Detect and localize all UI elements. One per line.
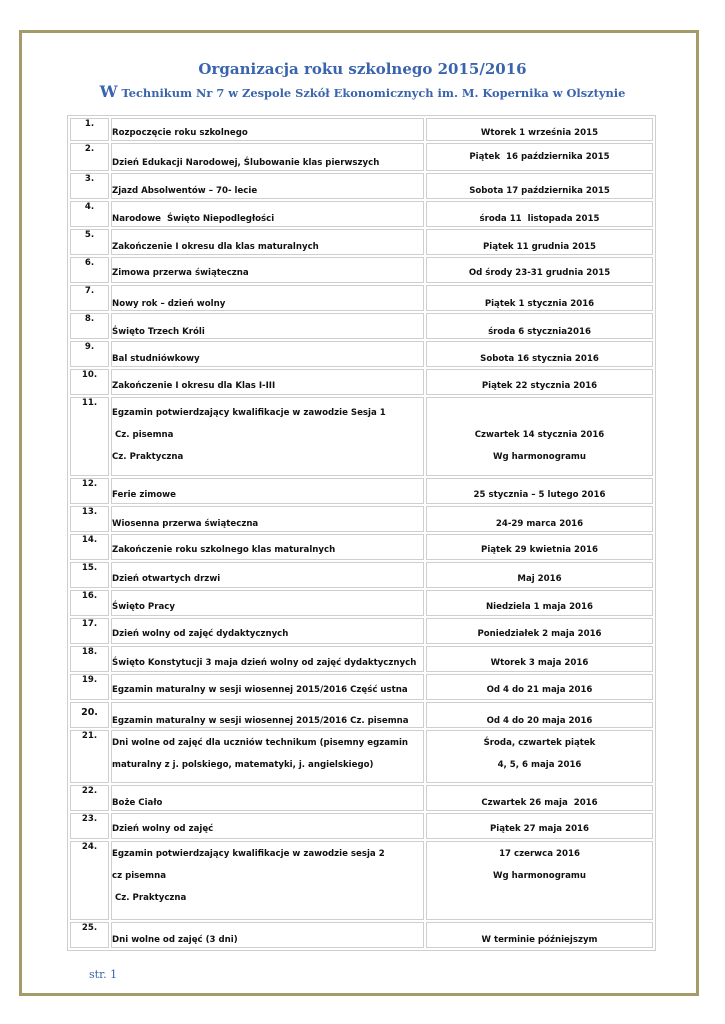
table-row — [70, 257, 653, 283]
date-cell — [426, 674, 653, 700]
table-row — [70, 506, 653, 532]
row-number: 23. — [70, 813, 109, 839]
table-row — [70, 313, 653, 339]
event-cell — [111, 118, 424, 141]
date-cell — [426, 506, 653, 532]
date-text: Od środy 23-31 grudnia 2015 — [468, 268, 611, 278]
date-text: Od 4 do 21 maja 2016 — [486, 685, 593, 695]
event-cell — [111, 506, 424, 532]
event-cell — [111, 397, 424, 476]
event-text: Wiosenna przerwa świąteczna — [112, 519, 259, 529]
date-cell — [426, 369, 653, 395]
table-row — [70, 173, 653, 199]
date-text: Czwartek 26 maja 2016 — [481, 798, 598, 808]
table-row — [70, 118, 653, 141]
event-cell — [111, 922, 424, 948]
date-text: Wg harmonogramu — [493, 452, 586, 462]
date-cell — [426, 397, 653, 476]
event-text: Zimowa przerwa świąteczna — [112, 268, 249, 278]
row-number: 12. — [70, 478, 109, 504]
event-cell — [111, 173, 424, 199]
date-cell — [426, 702, 653, 728]
date-text: 25 stycznia – 5 lutego 2016 — [473, 490, 606, 500]
date-text: Sobota 17 października 2015 — [469, 186, 610, 196]
date-text: Czwartek 14 stycznia 2016 — [474, 430, 605, 440]
event-cell — [111, 285, 424, 311]
date-text: W terminie późniejszym — [481, 935, 598, 945]
row-number: 18. — [70, 646, 109, 672]
page-title: Organizacja roku szkolnego 2015/2016 — [198, 60, 527, 78]
date-cell — [426, 813, 653, 839]
row-number: 6. — [70, 257, 109, 283]
row-number: 3. — [70, 173, 109, 199]
row-number: 9. — [70, 341, 109, 367]
table-row — [70, 369, 653, 395]
event-text: Dni wolne od zajęć (3 dni) — [112, 935, 238, 945]
event-text: Ferie zimowe — [112, 490, 176, 500]
date-cell — [426, 841, 653, 920]
table-row — [70, 562, 653, 588]
event-text: Egzamin potwierdzający kwalifikacje w zawodzie sesja 2 — [112, 849, 385, 859]
table-row — [70, 785, 653, 811]
date-text: Piątek 27 maja 2016 — [489, 824, 590, 834]
event-cell — [111, 369, 424, 395]
event-cell — [111, 143, 424, 171]
table-row — [70, 702, 653, 728]
row-number: 1. — [70, 118, 109, 141]
row-number: 25. — [70, 922, 109, 948]
event-cell — [111, 730, 424, 783]
date-text: Maj 2016 — [517, 574, 562, 584]
event-text: Zakończenie I okresu dla Klas I-III — [112, 381, 276, 391]
event-cell — [111, 201, 424, 227]
event-text: Święto Konstytucji 3 maja dzień wolny od zajęć dydaktycznych — [112, 658, 417, 668]
event-text: Dzień wolny od zajęć dydaktycznych — [112, 629, 289, 639]
row-number: 16. — [70, 590, 109, 616]
row-number: 5. — [70, 229, 109, 255]
row-number: 11. — [70, 397, 109, 476]
date-text: Piątek 1 stycznia 2016 — [484, 299, 595, 309]
event-cell — [111, 534, 424, 560]
row-number: 20. — [70, 702, 109, 728]
date-text: środa 6 stycznia2016 — [488, 327, 591, 337]
page-subtitle — [0, 82, 725, 101]
event-cell — [111, 702, 424, 728]
date-cell — [426, 173, 653, 199]
event-text: Egzamin maturalny w sesji wiosennej 2015/2016 Część ustna — [112, 685, 408, 695]
row-number: 2. — [70, 143, 109, 171]
table-row — [70, 229, 653, 255]
date-text: Wtorek 1 września 2015 — [480, 128, 599, 138]
date-text: Środa, czwartek piątek — [483, 738, 596, 748]
date-cell — [426, 562, 653, 588]
event-cell — [111, 646, 424, 672]
date-text: Piątek 16 października 2015 — [469, 152, 610, 162]
event-cell — [111, 618, 424, 644]
event-text: cz pisemna — [112, 871, 167, 881]
row-number: 10. — [70, 369, 109, 395]
event-cell — [111, 562, 424, 588]
date-cell — [426, 229, 653, 255]
row-number: 4. — [70, 201, 109, 227]
table-row — [70, 841, 653, 920]
date-text: Od 4 do 20 maja 2016 — [486, 716, 593, 726]
event-text: Egzamin potwierdzający kwalifikacje w zawodzie Sesja 1 — [112, 408, 386, 418]
date-cell — [426, 478, 653, 504]
event-text: Zakończenie I okresu dla klas maturalnych — [112, 242, 319, 252]
table-row — [70, 618, 653, 644]
date-cell — [426, 201, 653, 227]
date-cell — [426, 143, 653, 171]
date-text: Wg harmonogramu — [493, 871, 586, 881]
date-text: 17 czerwca 2016 — [499, 849, 580, 859]
date-text: 4, 5, 6 maja 2016 — [497, 760, 582, 770]
table-row — [70, 285, 653, 311]
event-text: Bal studniówkowy — [112, 354, 200, 364]
table-row — [70, 674, 653, 700]
row-number: 8. — [70, 313, 109, 339]
row-number: 19. — [70, 674, 109, 700]
date-text: Piątek 22 stycznia 2016 — [481, 381, 598, 391]
event-text: Zakończenie roku szkolnego klas maturalnych — [112, 545, 336, 555]
date-text: 24-29 marca 2016 — [495, 519, 584, 529]
row-number: 21. — [70, 730, 109, 783]
event-text: Narodowe Święto Niepodległości — [112, 214, 275, 224]
date-cell — [426, 534, 653, 560]
table-row — [70, 341, 653, 367]
table-row — [70, 397, 653, 476]
event-text: Cz. Praktyczna — [112, 893, 187, 903]
table-row — [70, 813, 653, 839]
date-cell — [426, 313, 653, 339]
event-text: Zjazd Absolwentów – 70- lecie — [112, 186, 258, 196]
row-number: 24. — [70, 841, 109, 920]
event-text: Egzamin maturalny w sesji wiosennej 2015/2016 Cz. pisemna — [112, 716, 409, 726]
event-cell — [111, 813, 424, 839]
schedule-table — [67, 115, 656, 951]
row-number: 14. — [70, 534, 109, 560]
event-text: Cz. Praktyczna — [112, 452, 184, 462]
date-cell — [426, 646, 653, 672]
row-number: 7. — [70, 285, 109, 311]
date-text: środa 11 listopada 2015 — [479, 214, 600, 224]
event-cell — [111, 341, 424, 367]
event-text: Dzień Edukacji Narodowej, Ślubowanie klas pierwszych — [112, 158, 380, 168]
date-cell — [426, 785, 653, 811]
row-number: 15. — [70, 562, 109, 588]
event-cell — [111, 257, 424, 283]
event-text: Cz. pisemna — [112, 430, 174, 440]
date-text — [427, 408, 652, 430]
page-number: str. 1 — [89, 968, 118, 981]
table-row — [70, 201, 653, 227]
table-row — [70, 730, 653, 783]
event-text: Dzień otwartych drzwi — [112, 574, 221, 584]
date-text: Poniedziałek 2 maja 2016 — [477, 629, 602, 639]
date-cell — [426, 341, 653, 367]
date-cell — [426, 590, 653, 616]
event-cell — [111, 478, 424, 504]
row-number: 13. — [70, 506, 109, 532]
event-cell — [111, 841, 424, 920]
subtitle-text: Technikum Nr 7 w Zespole Szkół Ekonomicznych im. M. Kopernika w Olsztynie — [117, 86, 626, 100]
event-cell — [111, 590, 424, 616]
date-cell — [426, 118, 653, 141]
event-cell — [111, 229, 424, 255]
event-text: Nowy rok – dzień wolny — [112, 299, 226, 309]
event-text: Dzień wolny od zajęć — [112, 824, 214, 834]
event-cell — [111, 785, 424, 811]
date-cell — [426, 285, 653, 311]
date-text: Piątek 29 kwietnia 2016 — [481, 545, 598, 555]
table-row — [70, 922, 653, 948]
event-text: Dni wolne od zajęć dla uczniów technikum (pisemny egzamin — [112, 738, 409, 748]
row-number: 22. — [70, 785, 109, 811]
date-text: Niedziela 1 maja 2016 — [485, 602, 593, 612]
table-row — [70, 143, 653, 171]
table-row — [70, 646, 653, 672]
date-cell — [426, 618, 653, 644]
event-text: Święto Trzech Króli — [112, 327, 205, 337]
date-text: Wtorek 3 maja 2016 — [490, 658, 589, 668]
date-cell — [426, 922, 653, 948]
table-row — [70, 590, 653, 616]
table-row — [70, 534, 653, 560]
event-text: Rozpoczęcie roku szkolnego — [112, 128, 248, 138]
subtitle-initial: W — [99, 82, 118, 101]
event-cell — [111, 674, 424, 700]
date-text: Piątek 11 grudnia 2015 — [482, 242, 597, 252]
event-text: maturalny z j. polskiego, matematyki, j. angielskiego) — [112, 760, 374, 770]
date-text: Sobota 16 stycznia 2016 — [480, 354, 599, 364]
event-text: Boże Ciało — [112, 798, 163, 808]
event-text: Święto Pracy — [112, 602, 175, 612]
table-row — [70, 478, 653, 504]
row-number: 17. — [70, 618, 109, 644]
event-cell — [111, 313, 424, 339]
date-cell — [426, 730, 653, 783]
date-cell — [426, 257, 653, 283]
